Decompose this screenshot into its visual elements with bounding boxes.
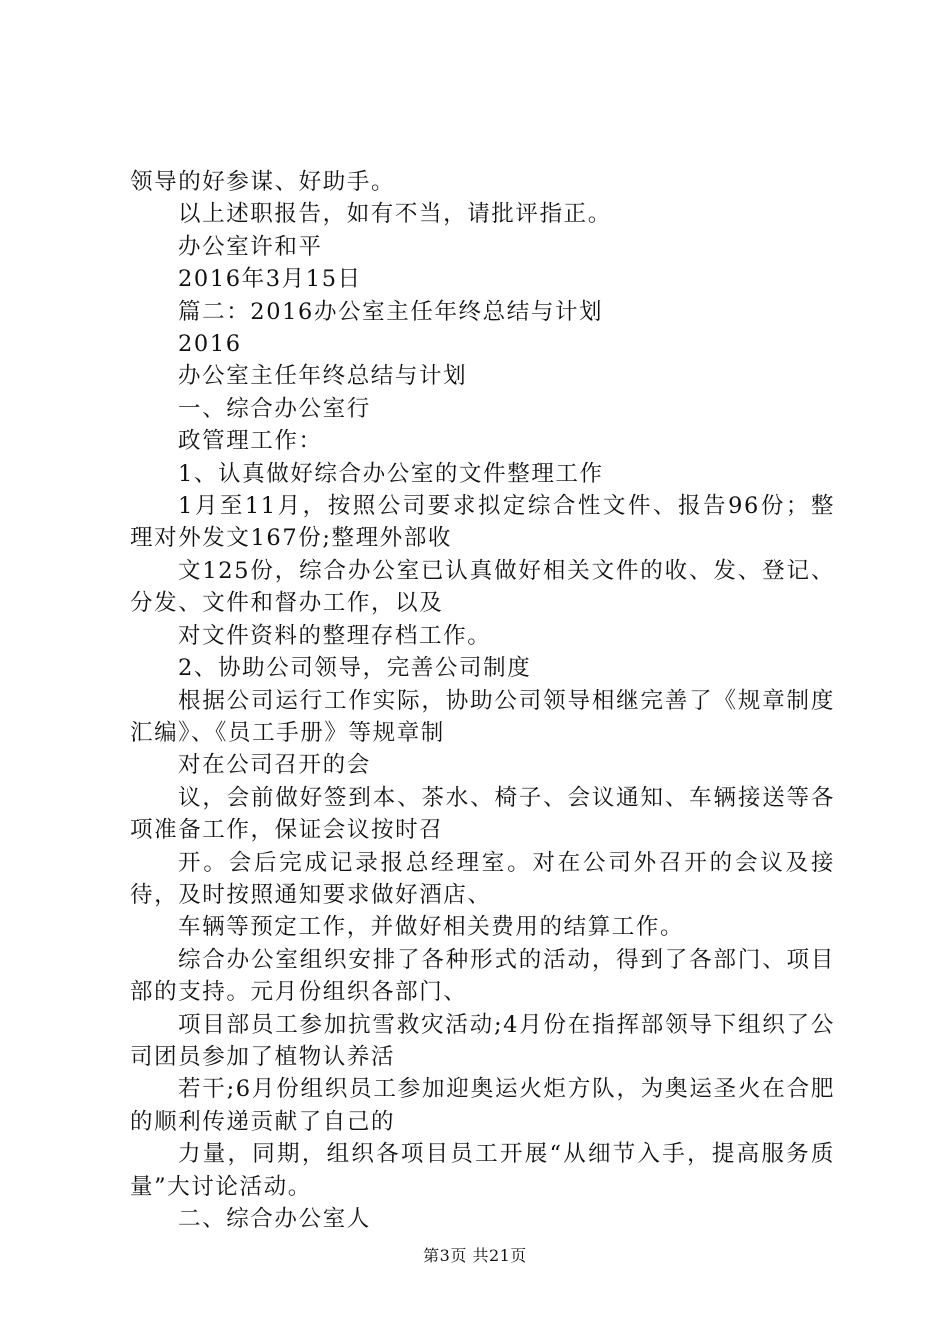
paragraph-line: 2、协助公司领导，完善公司制度 <box>178 655 532 682</box>
paragraph-line: 根据公司运行工作实际，协助公司领导相继完善了《规章制度汇编》、《员工手册》等规章制 <box>130 687 835 746</box>
paragraph-line: 一、综合办公室行 <box>178 395 371 422</box>
document-body <box>130 166 835 1235</box>
page-number-footer: 第3页 共21页 <box>423 1246 527 1265</box>
paragraph-line: 对文件资料的整理存档工作。 <box>178 622 492 649</box>
paragraph-line: 2016 <box>178 331 242 358</box>
paragraph-line: 以上述职报告，如有不当，请批评指正。 <box>178 201 612 228</box>
paragraph-line: 2016年3月15日 <box>178 266 362 293</box>
paragraph-line: 项目部员工参加抗雪救灾活动;4月份在指挥部领导下组织了公司团员参加了植物认养活 <box>130 1011 835 1070</box>
paragraph-line: 对在公司召开的会 <box>178 752 371 779</box>
paragraph-line: 开。会后完成记录报总经理室。对在公司外召开的会议及接待，及时按照通知要求做好酒店、 <box>130 849 835 908</box>
paragraph-line: 办公室主任年终总结与计划 <box>178 363 468 390</box>
paragraph-line: 车辆等预定工作，并做好相关费用的结算工作。 <box>178 914 685 941</box>
paragraph-line: 综合办公室组织安排了各种形式的活动，得到了各部门、项目部的支持。元月份组织各部门、 <box>130 946 835 1006</box>
paragraph-line: 政管理工作： <box>178 428 323 455</box>
paragraph-line: 议，会前做好签到本、茶水、椅子、会议通知、车辆接送等各项准备工作，保证会议按时召 <box>130 784 835 844</box>
paragraph-line: 若干;6月份组织员工参加迎奥运火炬方队，为奥运圣火在合肥的顺利传递贡献了自己的 <box>130 1076 835 1135</box>
paragraph-line: 1、认真做好综合办公室的文件整理工作 <box>178 460 604 487</box>
paragraph-line: 力量，同期，组织各项目员工开展“从细节入手，提高服务质量”大讨论活动。 <box>130 1141 835 1200</box>
paragraph-line: 办公室许和平 <box>178 233 323 260</box>
paragraph-line: 二、综合办公室人 <box>178 1206 371 1232</box>
paragraph-line: 1月至11月，按照公司要求拟定综合性文件、报告96份；整理对外发文167份;整理外部收 <box>130 493 835 552</box>
paragraph-line: 领导的好参谋、好助手。 <box>130 169 396 195</box>
paragraph-line: 篇二：2016办公室主任年终总结与计划 <box>178 298 604 325</box>
paragraph-line: 文125份，综合办公室已认真做好相关文件的收、发、登记、分发、文件和督办工作，以及 <box>130 557 835 617</box>
